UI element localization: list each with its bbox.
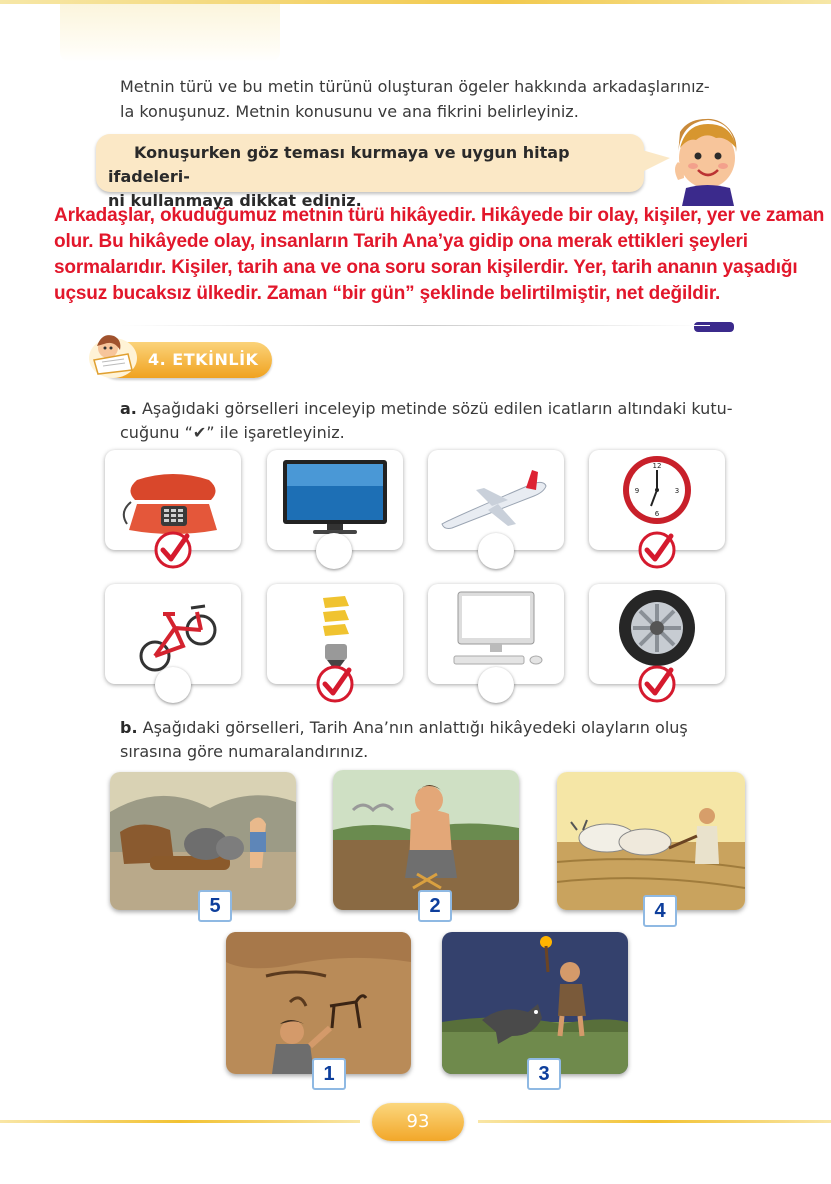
order-number-3[interactable]: 4 (643, 895, 677, 927)
question-a (120, 397, 740, 445)
top-decor-tab (60, 4, 280, 62)
intro-line-1: Metnin türü ve bu metin türünü oluşturan ögeler hakkında arkadaşlarınız- (120, 77, 710, 96)
svg-text:3: 3 (674, 487, 680, 495)
question-b-line-1: Aşağıdaki görselleri, Tarih Ana’nın anlattığı hikâyedeki olayların oluş (137, 718, 688, 737)
tip-line-1: Konuşurken göz teması kurmaya ve uygun hitap ifadeleri- (108, 143, 570, 186)
answer-line-2: olur. Bu hikâyede olay, insanların Tarih Ana’ya gidip ona merak ettikleri şeyleri (54, 231, 748, 252)
answer-line-3: sormalarıdır. Kişiler, tarih ana ve ona soru soran kişilerdir. Yer, tarih ananın yaşadığı (54, 257, 798, 278)
checkbox-light-bulb[interactable] (315, 664, 355, 708)
svg-text:9: 9 (634, 487, 640, 495)
section-divider (120, 325, 710, 326)
answer-line-1: Arkadaşlar, okuduğumuz metnin türü hikâyedir. Hikâyede bir olay, kişiler, yer ve zaman (54, 205, 825, 226)
girl-reading-icon (84, 328, 142, 382)
cave-painting-scene (226, 932, 411, 1074)
answer-paragraph (54, 203, 829, 307)
check-mark-icon (637, 530, 677, 570)
question-a-letter: a. (120, 399, 137, 418)
check-mark-icon (637, 664, 677, 704)
checkbox-computer[interactable] (478, 667, 514, 703)
checkbox-clock[interactable] (637, 530, 677, 574)
tip-line-2: ni kullanmaya dikkat ediniz. (108, 191, 362, 210)
picture-cave-painting (226, 932, 411, 1074)
svg-text:6: 6 (654, 510, 660, 518)
ploughing-scene (557, 772, 745, 910)
intro-line-2: la konuşunuz. Metnin konusunu ve ana fikrini belirleyiniz. (120, 102, 579, 121)
page-number: 93 (372, 1103, 464, 1141)
fire-making-scene (333, 770, 519, 910)
question-b-line-2: sırasına göre numaralandırınız. (120, 742, 369, 761)
checkbox-television[interactable] (316, 533, 352, 569)
order-number-4[interactable]: 1 (312, 1058, 346, 1090)
footer-line-right (478, 1120, 831, 1123)
answer-line-4: uçsuz bucaksız ülkedir. Zaman “bir gün” şeklinde belirtilmiştir, net değildir. (54, 283, 721, 304)
picture-making-fire (333, 770, 519, 910)
order-number-1[interactable]: 5 (198, 890, 232, 922)
checkbox-airplane[interactable] (478, 533, 514, 569)
picture-torch-wolf (442, 932, 628, 1074)
checkbox-bicycle[interactable] (155, 667, 191, 703)
question-b-letter: b. (120, 718, 138, 737)
check-mark-icon (153, 530, 193, 570)
activity-title: 4. ETKİNLİK (148, 350, 259, 369)
checkbox-telephone[interactable] (153, 530, 193, 574)
checkbox-wheel[interactable] (637, 664, 677, 708)
svg-text:12: 12 (652, 462, 662, 470)
torch-wolf-scene (442, 932, 628, 1074)
question-a-line-2: cuğunu “✔” ile işaretleyiniz. (120, 423, 345, 442)
order-number-5[interactable]: 3 (527, 1058, 561, 1090)
question-b (120, 716, 740, 764)
footer-line-left (0, 1120, 360, 1123)
question-a-line-1: Aşağıdaki görselleri inceleyip metinde sözü edilen icatların altındaki kutu- (136, 399, 733, 418)
order-number-2[interactable]: 2 (418, 890, 452, 922)
check-mark-icon (315, 664, 355, 704)
picture-ploughing (557, 772, 745, 910)
